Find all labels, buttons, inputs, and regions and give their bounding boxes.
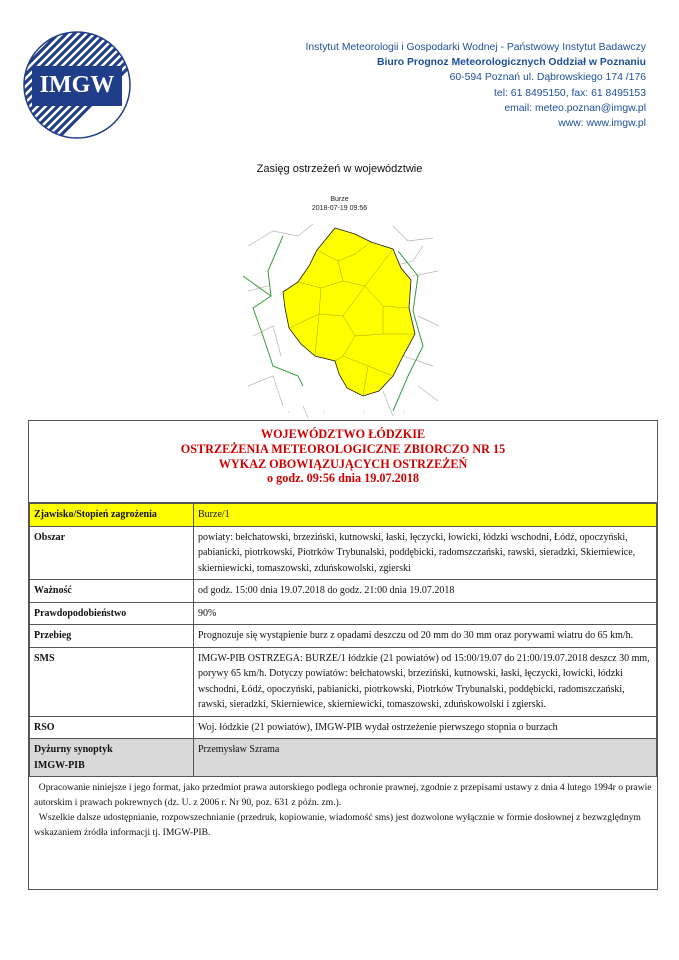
row-value: 90% [194, 602, 657, 625]
svg-text:°: ° [403, 410, 405, 415]
row-value: Prognozuje się wystąpienie burz z opadami deszczu od 20 mm do 30 mm oraz porywami wiatru do 65 km/h. [194, 625, 657, 648]
row-label: Przebieg [30, 625, 194, 648]
office-name: Biuro Prognoz Meteorologicznych Oddział w Poznaniu [376, 57, 646, 69]
row-value: Burze/1 [194, 504, 657, 527]
table-row [30, 716, 657, 739]
map-datetime: 2018-07-19 09:56 [311, 205, 368, 212]
table-row [30, 504, 657, 527]
address: 60-594 Poznań ul. Dąbrowskiego 174 /176 [449, 72, 646, 84]
heading-line: o godz. 09:56 dnia 19.07.2018 [266, 471, 420, 486]
row-label: Prawdopodobieństwo [30, 602, 194, 625]
warning-document [28, 420, 658, 890]
copyright-footer [29, 777, 657, 843]
table-row [30, 602, 657, 625]
row-label: Ważność [30, 580, 194, 603]
warning-heading [29, 421, 657, 503]
synoptic-label-line1: Dyżurny synoptyk [34, 744, 113, 755]
row-label: Zjawisko/Stopień zagrożenia [30, 504, 194, 527]
row-value: IMGW-PIB OSTRZEGA: BURZE/1 łódzkie (21 powiatów) od 15:00/19.07 do 21:00/19.07.2018 deszcz 30 mm, porywy 65 km/h. Dotyczy powiatów: bełchatowski, brzeziński, kutnowski, łaski, łęczycki, łowicki, łódzki wschodni, Łódź, opoczyński, pabianicki, piotrkowski, Piotrków Trybunalski, poddębicki, radomszczański, rawski, sieradzki, Skierniewice, skierniewicki, tomaszowski, zduńskowolski i zgierski. [194, 647, 657, 716]
svg-text:°: ° [323, 410, 325, 415]
row-value: powiaty: bełchatowski, brzeziński, kutnowski, łaski, łęczycki, łowicki, łódzki wschodni, Łódź, opoczyński, pabianicki, piotrkowski, Piotrków Trybunalski, poddębicki, radomszczański, rawski, sieradzki, Skierniewice, skierniewicki, tomaszowski, zduńskowolski, zgierski [194, 526, 657, 580]
map-phenomenon: Burze [330, 196, 349, 203]
website[interactable]: www: www.imgw.pl [558, 118, 646, 130]
email[interactable]: email: meteo.poznan@imgw.pl [504, 102, 646, 114]
warning-table [29, 503, 657, 777]
table-row [30, 580, 657, 603]
warning-map [243, 216, 440, 418]
logo-text: IMGW [39, 72, 115, 98]
phone: tel: 61 8495150, fax: 61 8495153 [494, 87, 646, 99]
row-label: RSO [30, 716, 194, 739]
table-row [30, 647, 657, 716]
row-value: Woj. łódzkie (21 powiatów), IMGW-PIB wydał ostrzeżenie pierwszego stopnia o burzach [194, 716, 657, 739]
footer-paragraph: Wszelkie dalsze udostępnianie, rozpowszechnianie (przedruk, kopiowanie, wiadomość sms) jest dozwolone wyłącznie w formie dosłownej z bezwzględnym wskazaniem źródła informacji tj. IMGW-PIB. [34, 812, 641, 838]
table-row [30, 739, 657, 777]
row-value: od godz. 15:00 dnia 19.07.2018 do godz. 21:00 dnia 19.07.2018 [194, 580, 657, 603]
table-row [30, 625, 657, 648]
row-label: SMS [30, 647, 194, 716]
table-row [30, 526, 657, 580]
heading-line: WYKAZ OBOWIĄZUJĄCYCH OSTRZEŻEŃ [218, 456, 468, 471]
heading-line: WOJEWÓDZTWO ŁÓDZKIE [260, 427, 426, 441]
row-label: Obszar [30, 526, 194, 580]
synoptic-label-line2: IMGW-PIB [34, 759, 85, 771]
map-caption [0, 195, 679, 213]
imgw-logo [22, 30, 132, 140]
footer-paragraph: Opracowanie niniejsze i jego format, jako przedmiot prawa autorskiego podlega ochronie prawnej, zgodnie z przepisami ustawy z dnia 4 lutego 1994r o prawie autorskim i prawach pokrewnych (dz. U. z 2006 r. Nr 90, poz. 631 z późn. zm.). [34, 782, 652, 808]
synoptic-name: Przemysław Szrama [194, 739, 657, 777]
institute-info [305, 40, 646, 131]
svg-text:°: ° [363, 410, 365, 415]
map-title: Zasięg ostrzeżeń w województwie [256, 163, 423, 175]
institute-name: Instytut Meteorologii i Gospodarki Wodnej - Państwowy Instytut Badawczy [305, 42, 646, 53]
heading-line: OSTRZEŻENIA METEOROLOGICZNE ZBIORCZO NR 15 [180, 441, 506, 456]
svg-text:°: ° [288, 410, 290, 415]
synoptic-label [30, 739, 194, 777]
